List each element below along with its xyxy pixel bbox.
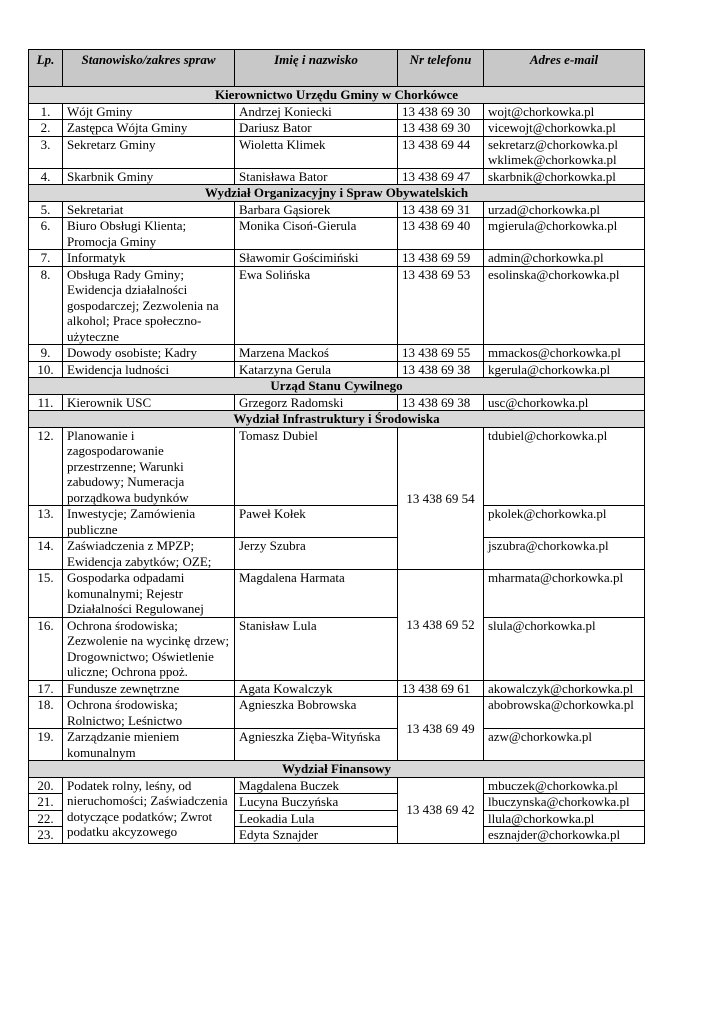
cell-email[interactable]: pkolek@chorkowka.pl (484, 506, 645, 538)
header-imie: Imię i nazwisko (235, 50, 398, 87)
cell-telefon: 13 438 69 30 (398, 120, 484, 137)
cell-lp: 21. (29, 794, 63, 811)
cell-lp: 22. (29, 810, 63, 827)
cell-imie: Monika Cisoń-Gierula (235, 218, 398, 250)
cell-lp: 3. (29, 136, 63, 168)
cell-imie: Magdalena Harmata (235, 570, 398, 618)
employee-directory-table (28, 49, 645, 844)
cell-lp: 9. (29, 345, 63, 362)
cell-telefon: 13 438 69 44 (398, 136, 484, 168)
cell-email[interactable]: skarbnik@chorkowka.pl (484, 168, 645, 185)
cell-imie: Agata Kowalczyk (235, 680, 398, 697)
table-row (29, 218, 645, 250)
cell-lp: 5. (29, 201, 63, 218)
cell-stanowisko: Podatek rolny, leśny, od nieruchomości; Zaświadczenia dotyczące podatków; Zwrot podatku akcyzowego (63, 777, 235, 843)
cell-imie: Stanisław Lula (235, 617, 398, 680)
cell-email (484, 136, 645, 168)
cell-lp: 19. (29, 729, 63, 761)
cell-telefon: 13 438 69 53 (398, 266, 484, 345)
cell-imie: Marzena Mackoś (235, 345, 398, 362)
cell-email[interactable]: wojt@chorkowka.pl (484, 103, 645, 120)
header-telefon: Nr telefonu (398, 50, 484, 87)
cell-lp: 23. (29, 827, 63, 844)
cell-email[interactable]: akowalczyk@chorkowka.pl (484, 680, 645, 697)
cell-imie: Ewa Solińska (235, 266, 398, 345)
table-row (29, 361, 645, 378)
cell-stanowisko: Wójt Gminy (63, 103, 235, 120)
cell-stanowisko: Gospodarka odpadami komunalnymi; Rejestr Działalności Regulowanej (63, 570, 235, 618)
table-row (29, 570, 645, 618)
cell-stanowisko: Sekretariat (63, 201, 235, 218)
header-stanowisko: Stanowisko/zakres spraw (63, 50, 235, 87)
cell-telefon: 13 438 69 47 (398, 168, 484, 185)
cell-imie: Grzegorz Radomski (235, 394, 398, 411)
cell-telefon: 13 438 69 49 (398, 697, 484, 761)
cell-stanowisko: Ewidencja ludności (63, 361, 235, 378)
cell-stanowisko: Obsługa Rady Gminy; Ewidencja działalności gospodarczej; Zezwolenia na alkohol; Prace społeczno-użyteczne (63, 266, 235, 345)
cell-telefon: 13 438 69 40 (398, 218, 484, 250)
section-title: Wydział Finansowy (29, 761, 645, 778)
cell-telefon: 13 438 69 31 (398, 201, 484, 218)
cell-email[interactable]: tdubiel@chorkowka.pl (484, 427, 645, 506)
cell-imie: Tomasz Dubiel (235, 427, 398, 506)
section-title: Kierownictwo Urzędu Gminy w Chorkówce (29, 87, 645, 104)
cell-lp: 15. (29, 570, 63, 618)
cell-lp: 16. (29, 617, 63, 680)
cell-lp: 13. (29, 506, 63, 538)
email-link[interactable]: wklimek@chorkowka.pl (488, 152, 617, 167)
cell-email[interactable]: azw@chorkowka.pl (484, 729, 645, 761)
cell-stanowisko: Ochrona środowiska; Zezwolenie na wycinkę drzew; Drogownictwo; Oświetlenie uliczne; Ochrona ppoż. (63, 617, 235, 680)
cell-email[interactable]: lbuczynska@chorkowka.pl (484, 794, 645, 811)
table-row (29, 201, 645, 218)
cell-lp: 11. (29, 394, 63, 411)
table-row (29, 250, 645, 267)
section-row (29, 87, 645, 104)
cell-lp: 1. (29, 103, 63, 120)
cell-lp: 8. (29, 266, 63, 345)
cell-stanowisko: Zaświadczenia z MPZP; Ewidencja zabytków; OZE; (63, 538, 235, 570)
cell-lp: 12. (29, 427, 63, 506)
cell-telefon: 13 438 69 38 (398, 394, 484, 411)
cell-lp: 2. (29, 120, 63, 137)
cell-telefon: 13 438 69 54 (398, 427, 484, 570)
section-row (29, 378, 645, 395)
cell-email[interactable]: admin@chorkowka.pl (484, 250, 645, 267)
cell-stanowisko: Kierownik USC (63, 394, 235, 411)
header-row (29, 50, 645, 87)
cell-lp: 17. (29, 680, 63, 697)
cell-email[interactable]: mharmata@chorkowka.pl (484, 570, 645, 618)
table-row (29, 680, 645, 697)
cell-lp: 14. (29, 538, 63, 570)
cell-imie: Agnieszka Bobrowska (235, 697, 398, 729)
cell-stanowisko: Sekretarz Gminy (63, 136, 235, 168)
table-row (29, 394, 645, 411)
table-row (29, 729, 645, 761)
cell-lp: 7. (29, 250, 63, 267)
table-row (29, 617, 645, 680)
cell-email[interactable]: urzad@chorkowka.pl (484, 201, 645, 218)
section-title: Urząd Stanu Cywilnego (29, 378, 645, 395)
cell-email[interactable]: usc@chorkowka.pl (484, 394, 645, 411)
header-email: Adres e-mail (484, 50, 645, 87)
cell-imie: Andrzej Koniecki (235, 103, 398, 120)
cell-imie: Wioletta Klimek (235, 136, 398, 168)
email-link[interactable]: sekretarz@chorkowka.pl (488, 136, 618, 152)
cell-stanowisko: Zarządzanie mieniem komunalnym (63, 729, 235, 761)
cell-stanowisko: Inwestycje; Zamówienia publiczne (63, 506, 235, 538)
cell-imie: Jerzy Szubra (235, 538, 398, 570)
section-title: Wydział Infrastruktury i Środowiska (29, 411, 645, 428)
table-row (29, 538, 645, 570)
cell-imie: Magdalena Buczek (235, 777, 398, 794)
cell-imie: Stanisława Bator (235, 168, 398, 185)
cell-email[interactable]: mmackos@chorkowka.pl (484, 345, 645, 362)
cell-email[interactable]: esolinska@chorkowka.pl (484, 266, 645, 345)
table-row (29, 136, 645, 168)
cell-imie: Paweł Kołek (235, 506, 398, 538)
cell-stanowisko: Skarbnik Gminy (63, 168, 235, 185)
cell-imie: Lucyna Buczyńska (235, 794, 398, 811)
cell-telefon: 13 438 69 38 (398, 361, 484, 378)
table-row (29, 506, 645, 538)
table-row (29, 103, 645, 120)
cell-imie: Katarzyna Gerula (235, 361, 398, 378)
cell-stanowisko: Dowody osobiste; Kadry (63, 345, 235, 362)
cell-email[interactable]: llula@chorkowka.pl (484, 810, 645, 827)
cell-telefon: 13 438 69 55 (398, 345, 484, 362)
cell-stanowisko: Fundusze zewnętrzne (63, 680, 235, 697)
cell-telefon: 13 438 69 52 (398, 570, 484, 681)
cell-imie: Barbara Gąsiorek (235, 201, 398, 218)
table-row (29, 266, 645, 345)
cell-stanowisko: Biuro Obsługi Klienta; Promocja Gminy (63, 218, 235, 250)
cell-email[interactable]: jszubra@chorkowka.pl (484, 538, 645, 570)
cell-lp: 4. (29, 168, 63, 185)
cell-lp: 18. (29, 697, 63, 729)
cell-stanowisko: Zastępca Wójta Gminy (63, 120, 235, 137)
cell-stanowisko: Planowanie i zagospodarowanie przestrzenne; Warunki zabudowy; Numeracja porządkowa budynków (63, 427, 235, 506)
table-row (29, 120, 645, 137)
cell-email[interactable]: vicewojt@chorkowka.pl (484, 120, 645, 137)
cell-stanowisko: Ochrona środowiska; Rolnictwo; Leśnictwo (63, 697, 235, 729)
cell-lp: 20. (29, 777, 63, 794)
table-row (29, 697, 645, 729)
cell-stanowisko: Informatyk (63, 250, 235, 267)
table-row (29, 168, 645, 185)
cell-email[interactable]: abobrowska@chorkowka.pl (484, 697, 645, 729)
cell-email[interactable]: mbuczek@chorkowka.pl (484, 777, 645, 794)
cell-email[interactable]: mgierula@chorkowka.pl (484, 218, 645, 250)
section-title: Wydział Organizacyjny i Spraw Obywatelskich (29, 185, 645, 202)
section-row (29, 761, 645, 778)
cell-imie: Dariusz Bator (235, 120, 398, 137)
cell-imie: Sławomir Gościmiński (235, 250, 398, 267)
cell-imie: Leokadia Lula (235, 810, 398, 827)
cell-telefon: 13 438 69 42 (398, 777, 484, 843)
header-lp: Lp. (29, 50, 63, 87)
cell-lp: 10. (29, 361, 63, 378)
cell-lp: 6. (29, 218, 63, 250)
cell-telefon: 13 438 69 59 (398, 250, 484, 267)
section-row (29, 185, 645, 202)
cell-email[interactable]: kgerula@chorkowka.pl (484, 361, 645, 378)
cell-email[interactable]: esznajder@chorkowka.pl (484, 827, 645, 844)
table-row (29, 777, 645, 794)
cell-telefon: 13 438 69 61 (398, 680, 484, 697)
section-row (29, 411, 645, 428)
cell-email[interactable]: slula@chorkowka.pl (484, 617, 645, 680)
cell-imie: Agnieszka Zięba-Wityńska (235, 729, 398, 761)
cell-telefon: 13 438 69 30 (398, 103, 484, 120)
table-row (29, 345, 645, 362)
table-row (29, 427, 645, 506)
cell-imie: Edyta Sznajder (235, 827, 398, 844)
